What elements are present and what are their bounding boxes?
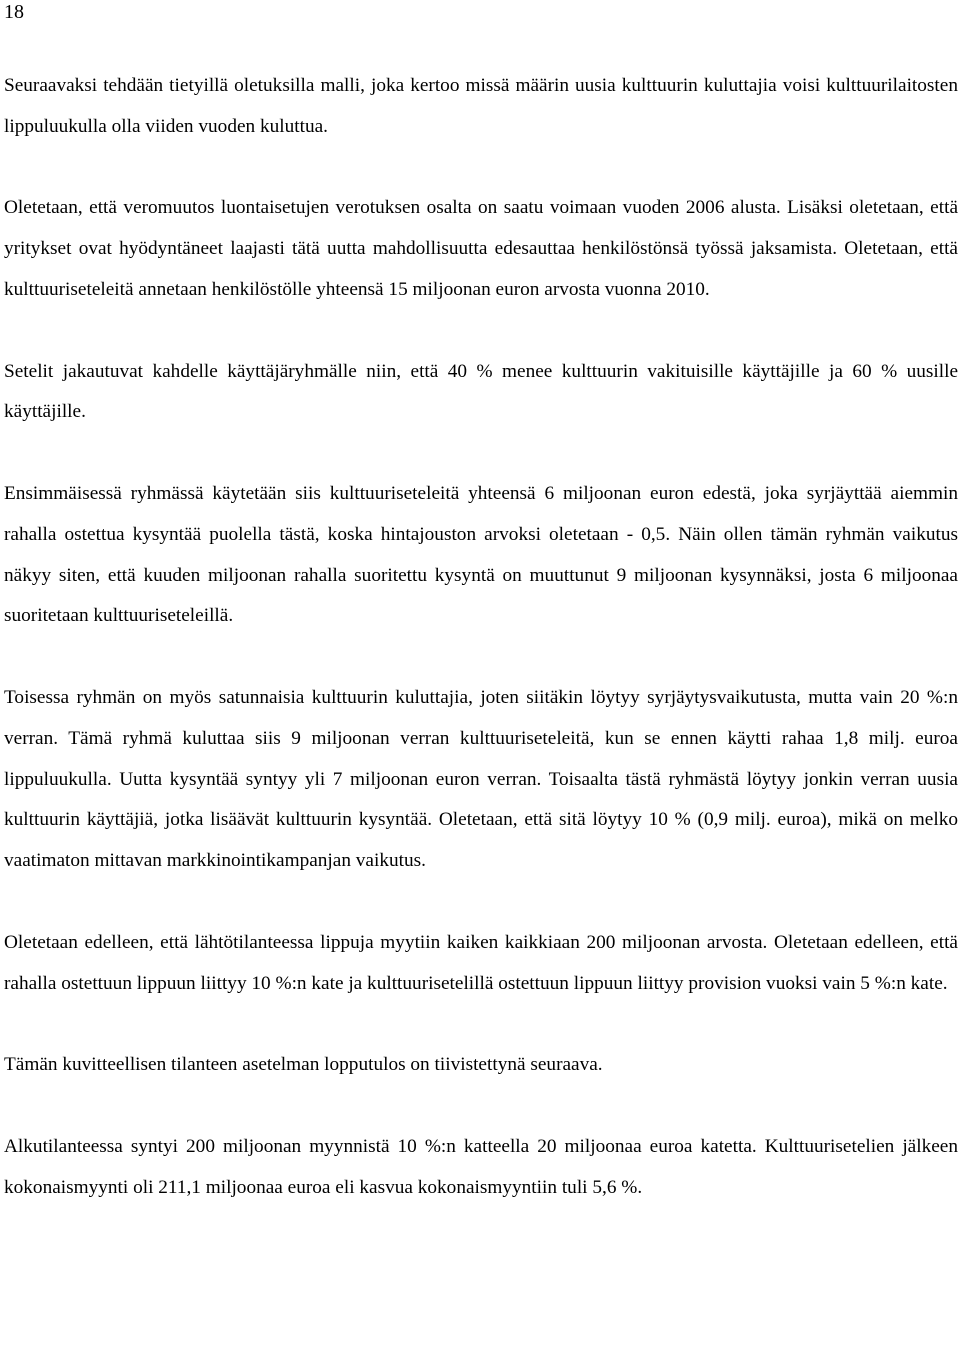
- paragraph-gap: [4, 1004, 958, 1045]
- paragraph-intro: Seuraavaksi tehdään tietyillä oletuksilla malli, joka kertoo missä määrin uusia kulttuurin kuluttajia voisi kulttuurilaitosten lippuluukulla olla viiden vuoden kuluttua.: [4, 75, 958, 137]
- paragraph-first-group: Ensimmäisessä ryhmässä käytetään siis kulttuuriseteleitä yhteensä 6 miljoonan euron edestä, joka syrjäyttää aiemmin rahalla ostettua kysyntää puolella tästä, koska hintajouston arvoksi oletetaan - 0,5. Näin ollen tämän ryhmän vaikutus näkyy siten, että kuuden miljoonan rahalla suoritettu kysyntä on muuttunut 9 miljoonan kysynnäksi, josta 6 miljoonaa suoritetaan kulttuuriseteleillä.: [4, 482, 958, 627]
- paragraph-gap: [4, 433, 958, 474]
- paragraph-gap: [4, 882, 958, 923]
- paragraph-margins: Oletetaan edelleen, että lähtötilanteessa lippuja myytiin kaiken kaikkiaan 200 miljoonan arvosta. Oletetaan edelleen, että rahalla ostettuun lippuun liittyy 10 %:n kate ja kulttuurisetelillä ostettuun lippuun liittyy provision vuoksi vain 5 %:n kate.: [4, 931, 958, 994]
- paragraph-second-group: Toisessa ryhmän on myös satunnaisia kulttuurin kuluttajia, joten siitäkin löytyy syrjäytysvaikutusta, mutta vain 20 %:n verran. Tämä ryhmä kuluttaa siis 9 miljoonan verran kulttuuriseteleitä, kun se ennen käytti rahaa 1,8 milj. euroa lippuluukulla. Uutta kysyntää syntyy yli 7 miljoonan euron verran. Toisaalta tästä ryhmästä löytyy jonkin verran uusia kulttuurin käyttäjiä, jotka lisäävät kulttuurin kysyntää. Oletetaan, että sitä löytyy 10 % (0,9 milj. euroa), mikä on melko vaatimaton mittavan markkinointikampanjan vaikutus.: [4, 686, 958, 872]
- paragraph-gap: [4, 1086, 958, 1127]
- paragraph-result: Alkutilanteessa syntyi 200 miljoonan myynnistä 10 %:n katteella 20 miljoonaa euroa katetta. Kulttuurisetelien jälkeen kokonaismyynti oli 211,1 miljoonaa euroa eli kasvua kokonaismyyntiin tuli 5,6 %.: [4, 1135, 958, 1198]
- paragraph-assumptions: Oletetaan, että veromuutos luontaisetujen verotuksen osalta on saatu voimaan vuoden 2006 alusta. Lisäksi oletetaan, että yritykset ovat hyödyntäneet laajasti tätä uutta mahdollisuutta edesauttaa henkilöstönsä työssä jaksamista. Oletetaan, että kulttuuriseteleitä annetaan henkilöstölle yhteensä 15 miljoonan euron arvosta vuonna 2010.: [4, 197, 958, 300]
- paragraph-gap: [4, 148, 958, 189]
- paragraph-user-groups: Setelit jakautuvat kahdelle käyttäjäryhmälle niin, että 40 % menee kulttuurin vakituisille käyttäjille ja 60 % uusille käyttäjille.: [4, 360, 958, 423]
- paragraph-summary-lead: Tämän kuvitteellisen tilanteen asetelman lopputulos on tiivistettynä seuraava.: [4, 1054, 603, 1076]
- paragraph-gap: [4, 311, 958, 352]
- page-number: 18: [4, 1, 24, 23]
- document-body: [4, 66, 958, 1208]
- paragraph-gap: [4, 637, 958, 678]
